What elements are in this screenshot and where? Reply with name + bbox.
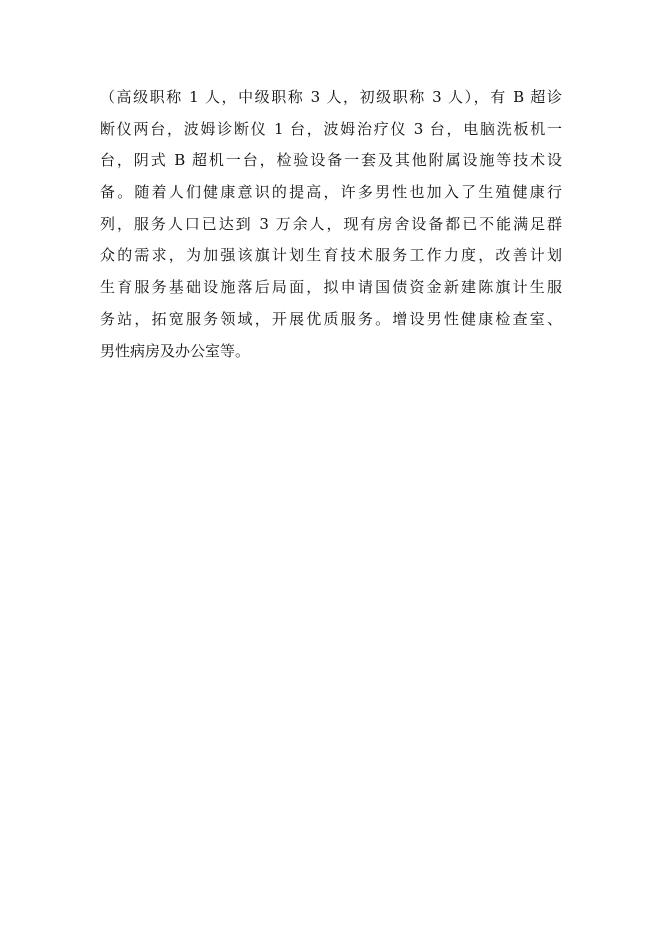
text-line: 备。随着人们健康意识的提高，许多男性也加入了生殖健康行: [100, 183, 562, 202]
text-line: （高级职称 1 人，中级职称 3 人，初级职称 3 人），有 B 超诊: [100, 88, 562, 106]
text-line: 断仪两台，波姆诊断仪 1 台，波姆治疗仪 3 台，电脑洗板机一: [100, 119, 562, 138]
text-line: 生育服务基础设施落后局面，拟申请国债资金新建陈旗计生服: [100, 278, 562, 297]
text-line: 台，阴式 B 超机一台，检验设备一套及其他附属设施等技术设: [100, 151, 562, 170]
text-line: 务站，拓宽服务领域，开展优质服务。增设男性健康检查室、: [100, 309, 562, 328]
text-line: 众的需求，为加强该旗计划生育技术服务工作力度，改善计划: [100, 246, 562, 265]
body-paragraph: [100, 82, 562, 367]
text-line: 列，服务人口已达到 3 万余人，现有房舍设备都已不能满足群: [100, 214, 562, 233]
text-line: 男性病房及办公室等。: [100, 341, 251, 360]
